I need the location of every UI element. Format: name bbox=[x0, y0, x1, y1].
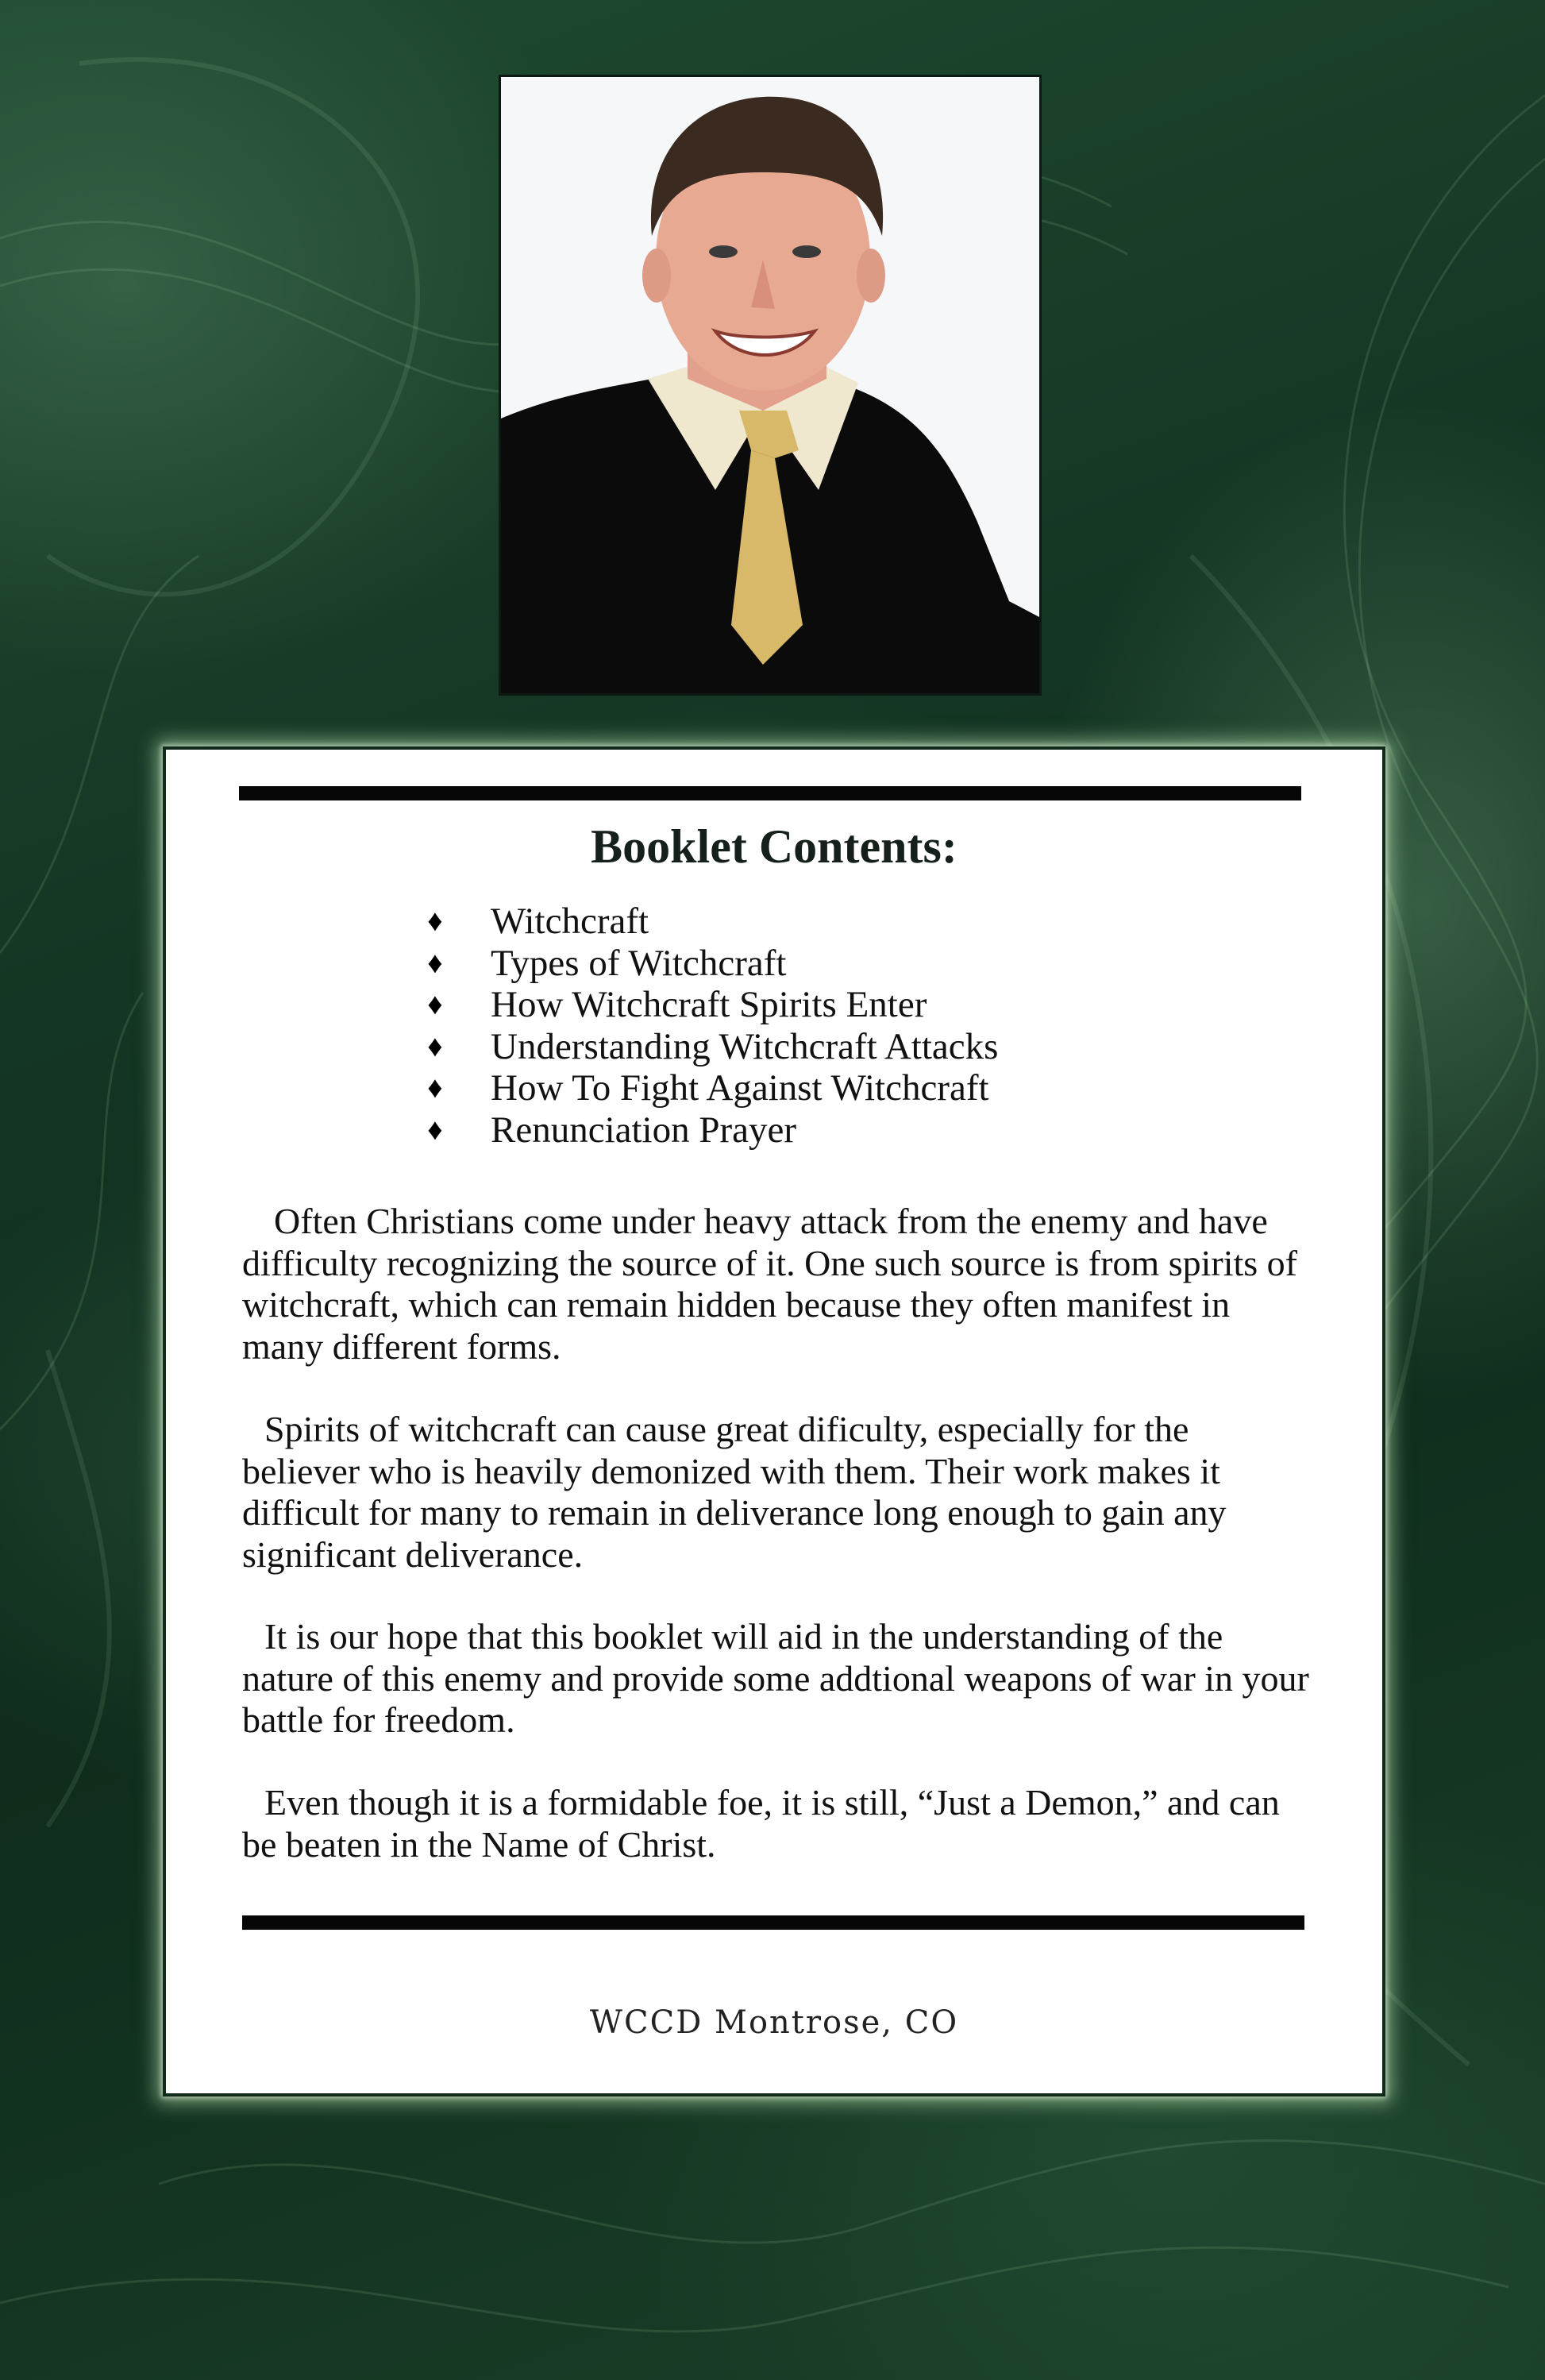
diamond-icon: ♦ bbox=[427, 946, 443, 980]
contents-list bbox=[424, 901, 998, 1151]
diamond-icon: ♦ bbox=[427, 1071, 443, 1105]
list-item-label: Renunciation Prayer bbox=[491, 1109, 797, 1151]
list-item bbox=[424, 901, 998, 943]
hope-paragraph: It is our hope that this booklet will aid in the understanding of the nature of this enemy and provide some addtional weapons of war in your battle for freedom. bbox=[242, 1616, 1309, 1740]
list-item-label: Types of Witchcraft bbox=[491, 942, 787, 984]
closing-paragraph: Even though it is a formidable foe, it is still, “Just a Demon,” and can be beaten in the Name of Christ. bbox=[242, 1782, 1280, 1865]
intro-paragraph: Often Christians come under heavy attack from the enemy and have difficulty recognizing the source of it. One such source is from spirits of witchcraft, which can remain hidden because they often manifest in many different forms. bbox=[242, 1201, 1297, 1367]
top-divider bbox=[239, 786, 1301, 800]
list-item bbox=[424, 984, 998, 1026]
list-item-label: How Witchcraft Spirits Enter bbox=[491, 984, 927, 1026]
list-item bbox=[424, 1109, 998, 1151]
list-item bbox=[424, 1067, 998, 1109]
list-item-label: How To Fight Against Witchcraft bbox=[491, 1067, 989, 1109]
list-item bbox=[424, 943, 998, 985]
diamond-icon: ♦ bbox=[427, 1029, 443, 1063]
list-item-label: Witchcraft bbox=[491, 901, 649, 943]
list-item bbox=[424, 1026, 998, 1068]
diamond-icon: ♦ bbox=[427, 905, 443, 939]
booklet-contents-panel bbox=[163, 746, 1385, 2096]
author-portrait bbox=[499, 75, 1042, 696]
list-item-label: Understanding Witchcraft Attacks bbox=[491, 1025, 999, 1067]
bottom-divider bbox=[242, 1915, 1304, 1930]
publisher-footer: WCCD Montrose, CO bbox=[589, 2004, 959, 2041]
diamond-icon: ♦ bbox=[427, 988, 443, 1022]
booklet-title: Booklet Contents: bbox=[591, 820, 957, 873]
difficulty-paragraph: Spirits of witchcraft can cause great dificulty, especially for the believer who is heavily demonized with them. Their work makes it difficult for many to remain in deliverance long enough to gain any significant deliverance. bbox=[242, 1409, 1227, 1575]
diamond-icon: ♦ bbox=[427, 1113, 443, 1147]
